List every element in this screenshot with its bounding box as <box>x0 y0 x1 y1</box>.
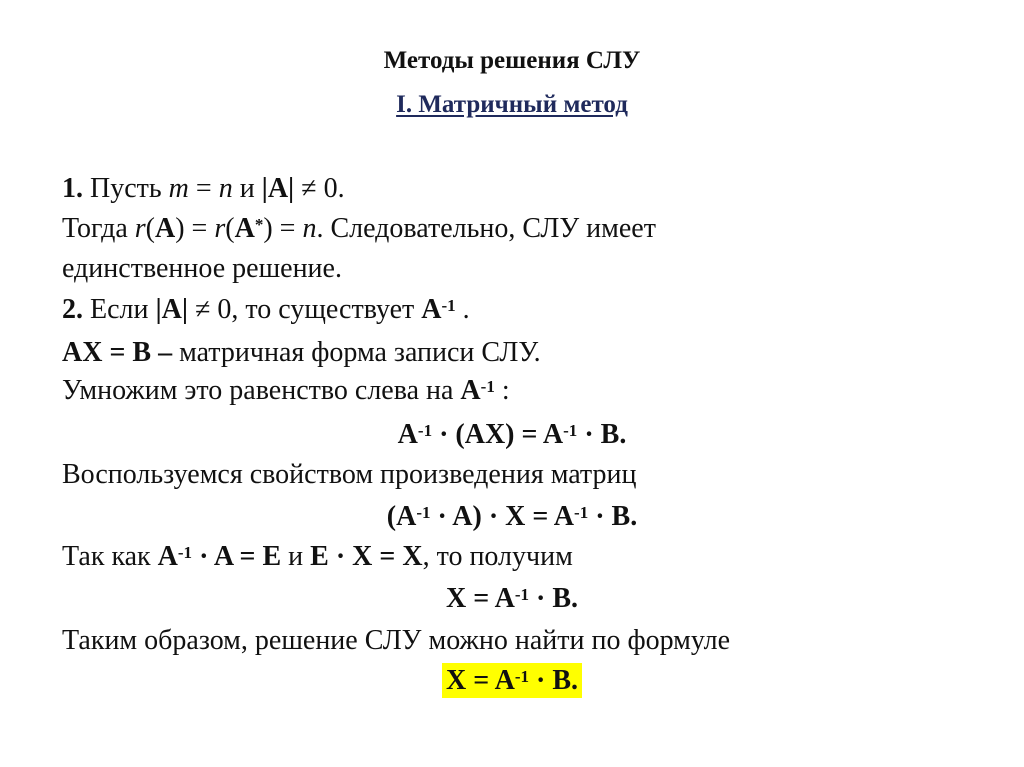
text: , то получим <box>422 541 573 572</box>
highlighted-formula <box>442 663 582 698</box>
text: Тогда <box>62 213 135 244</box>
f-sup: -1 <box>574 503 589 522</box>
f-part: · B. <box>577 419 627 450</box>
f-part: A <box>397 419 418 450</box>
text: ( <box>225 213 235 244</box>
f-sup: -1 <box>563 421 578 440</box>
f-part: X = A <box>445 665 515 696</box>
text: ( <box>145 213 155 244</box>
var-n: n <box>218 173 233 204</box>
text: и <box>281 541 311 572</box>
matrix-equation: AX = B – <box>62 337 173 368</box>
inverse-sup: -1 <box>177 543 193 562</box>
det-A: |A| <box>261 173 295 204</box>
text: : <box>494 375 510 406</box>
line-1 <box>62 172 345 206</box>
f-sup: -1 <box>514 667 529 686</box>
rank-r: r <box>214 213 226 244</box>
equation: E · X = X <box>310 541 423 572</box>
matrix-A: A <box>421 294 442 325</box>
text: Умножим это равенство слева на <box>62 375 461 406</box>
formula-final <box>0 664 1024 698</box>
f-part: · (AX) = A <box>432 419 564 450</box>
line-4 <box>62 293 470 327</box>
line-8 <box>62 540 573 574</box>
slide-title: Методы решения СЛУ <box>383 47 641 74</box>
star: * <box>254 215 264 234</box>
formula-3 <box>0 582 1024 616</box>
slide-subtitle <box>0 90 1024 120</box>
f-sup: -1 <box>416 503 431 522</box>
matrix-A-ext: A <box>234 213 255 244</box>
matrix-A: A <box>460 375 481 406</box>
text: матричная форма записи СЛУ. <box>172 337 541 368</box>
f-sup: -1 <box>514 585 529 604</box>
var-m: m <box>168 173 189 204</box>
matrix-A: A <box>157 541 178 572</box>
inverse-sup: -1 <box>441 296 456 315</box>
line-7: Воспользуемся свойством произведения матриц <box>62 459 637 490</box>
text: Пусть <box>83 173 169 204</box>
text: Если <box>83 294 156 325</box>
text: ) = <box>263 213 303 244</box>
f-part: · B. <box>588 501 638 532</box>
f-part: (A <box>386 501 417 532</box>
subtitle-text: I. Матричный метод <box>396 91 628 118</box>
item-number: 2. <box>62 294 83 325</box>
f-part: · B. <box>529 665 579 696</box>
text: . Следовательно, СЛУ имеет <box>316 213 656 244</box>
line-2 <box>62 212 656 246</box>
text: ≠ 0, то существует <box>188 294 422 325</box>
f-part: X = A <box>445 583 515 614</box>
f-sup: -1 <box>417 421 433 440</box>
text: . <box>455 294 470 325</box>
text: ≠ 0. <box>294 173 345 204</box>
formula-1 <box>0 418 1024 452</box>
f-part: · B. <box>529 583 579 614</box>
f-part: · A) · X = A <box>430 501 575 532</box>
line-6 <box>62 374 510 408</box>
text: ) = <box>175 213 215 244</box>
equation: · A = E <box>192 541 282 572</box>
text: и <box>232 173 262 204</box>
line-3: единственное решение. <box>62 253 342 284</box>
rank-r: r <box>134 213 146 244</box>
matrix-A: A <box>155 213 176 244</box>
formula-2 <box>0 500 1024 534</box>
item-number: 1. <box>62 173 83 204</box>
inverse-sup: -1 <box>480 377 495 396</box>
text: Так как <box>62 541 158 572</box>
line-9: Таким образом, решение СЛУ можно найти по формуле <box>62 625 731 656</box>
det-A: |A| <box>155 294 189 325</box>
line-5 <box>62 336 541 370</box>
var-n: n <box>302 213 317 244</box>
text: = <box>188 173 219 204</box>
